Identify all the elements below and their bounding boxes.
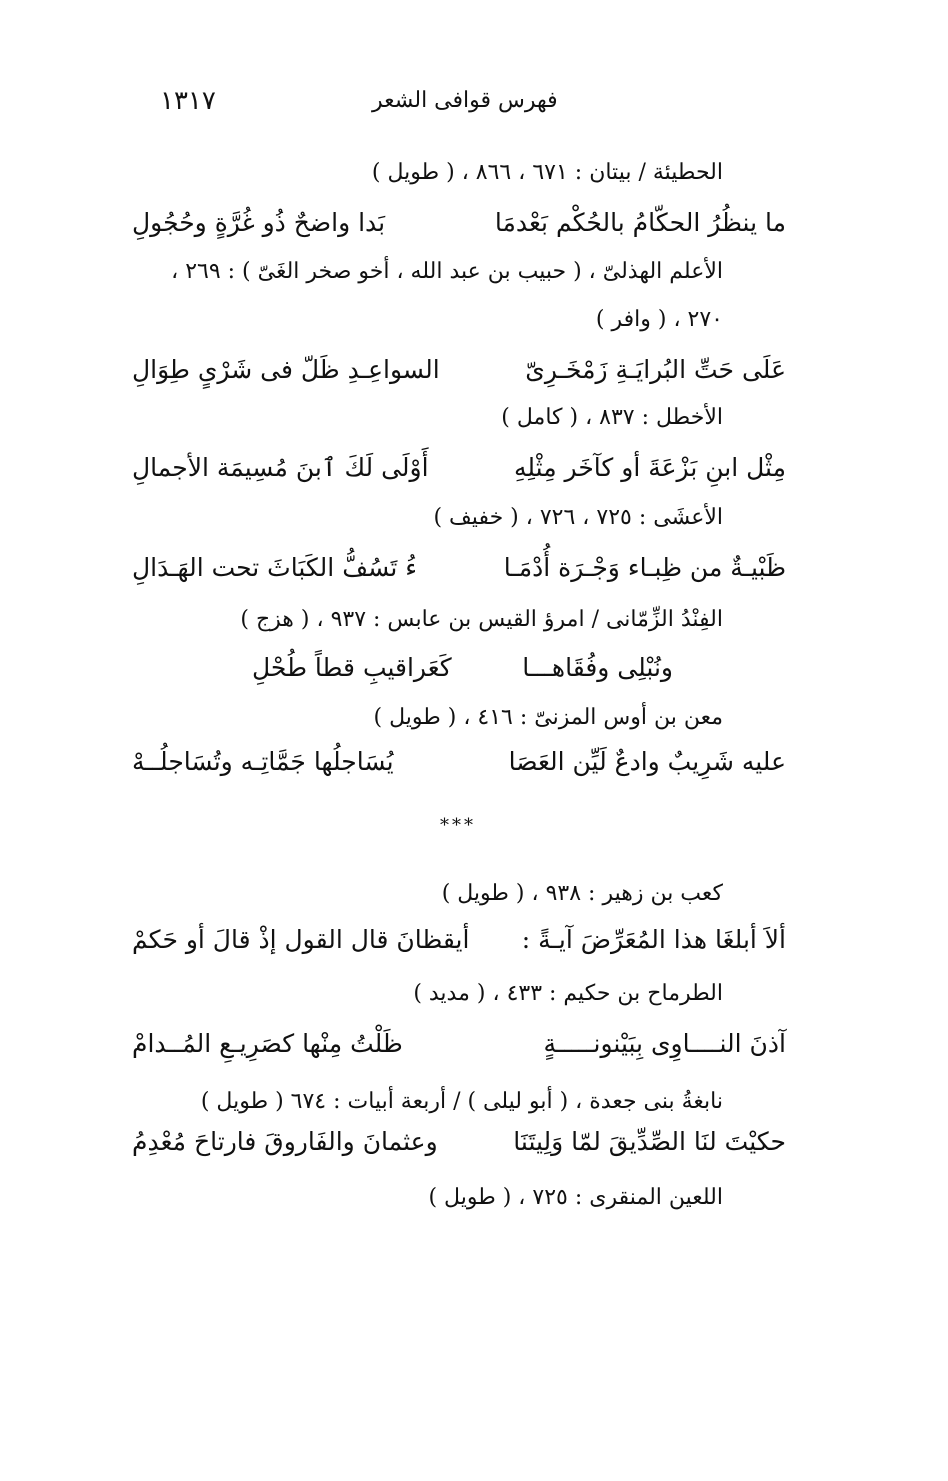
verse-hemistich-first: ألاَ أبلغَا هذا المُعَرِّضَ آيـةً : [521,925,786,954]
entry-reference-continued: ٢٧٠ ، ( وافر ) [595,307,723,332]
verse-line [132,448,786,488]
verse-hemistich-first: ونُبْلِى وفُقَاهـــا [522,653,673,682]
verse-line [132,742,786,782]
entry-reference: الأخطل : ٨٣٧ ، ( كامل ) [501,405,723,430]
verse-hemistich-first: آذنَ النــــاوِى بِبَيْنونـــــةٍ [543,1029,786,1058]
verse-line [132,548,786,588]
verse-hemistich-second: أيقظانَ قال القول إذْ قالَ أو حَكمْ [132,925,470,954]
verse-hemistich-first: عَلَى حَتِّ البُرايَـةِ زَمْخَـرِىّ [525,355,786,384]
verse-hemistich-second: وعثمانَ والفَاروقَ فارتاحَ مُعْدِمُ [132,1127,438,1156]
verse-hemistich-second: ظَلْتُ مِنْها كصَرِيـعِ المُــدامْ [132,1029,403,1058]
verse-hemistich-first: ظَبْيـةٌ من ظِبـاء وَجْـرَة أُدْمَـا [503,553,786,582]
verse-hemistich-first: ما ينظُرُ الحكّامُ بالحُكْم بَعْدمَا [494,208,786,237]
entry-reference: نابغةُ بنى جعدة ، ( أبو ليلى ) / أربعة أبيات : ٦٧٤ ( طويل ) [200,1089,723,1114]
verse-line [132,350,786,390]
verse-line [132,920,786,960]
verse-hemistich-first: حكيْتَ لنَا الصِّدِّيقَ لمّا وَلِيتَنَا [513,1127,786,1156]
section-separator: *** [440,815,476,836]
verse-line [132,1024,786,1064]
verse-line [252,648,673,688]
entry-reference: معن بن أوس المزنىّ : ٤١٦ ، ( طويل ) [373,705,723,730]
entry-reference: الحطيئة / بيتان : ٦٧١ ، ٨٦٦ ، ( طويل ) [371,160,723,185]
verse-hemistich-second: بَدا واضحٌ ذُو غُرَّةٍ وحُجُولِ [132,208,386,237]
verse-line [132,203,786,243]
verse-hemistich-first: عليه شَرِيبٌ وادعٌ لَيِّن العَصَا [508,747,786,776]
verse-hemistich-second: السواعِـدِ ظَلّ فى شَرْىٍ طِوَالِ [132,355,440,384]
verse-hemistich-second: أَوْلَى لَكَ ٱبنَ مُسِيمَة الأجمالِ [132,453,429,482]
page-number: ١٣١٧ [160,86,216,116]
entry-reference: كعب بن زهير : ٩٣٨ ، ( طويل ) [441,881,723,906]
entry-reference: اللعين المنقرى : ٧٢٥ ، ( طويل ) [428,1185,723,1210]
entry-reference: الأعشَى : ٧٢٥ ، ٧٢٦ ، ( خفيف ) [433,505,723,530]
entry-reference: الأعلم الهذلىّ ، ( حبيب بن عبد الله ، أخو صخر الغَىّ ) : ٢٦٩ ، [171,259,723,284]
verse-hemistich-second: ءُ تَسُفُّ الكَبَاثَ تحت الهَـدَالِ [132,553,418,582]
entry-reference: الطرماح بن حكيم : ٤٣٣ ، ( مديد ) [413,981,723,1006]
verse-hemistich-first: مِثْل ابنِ بَزْعَةَ أو كآخَر مِثْلِهِ [513,453,786,482]
verse-line [132,1122,786,1162]
verse-hemistich-second: كَعَراقيبِ قطاً طُحْلِ [252,653,452,682]
verse-hemistich-second: يُسَاجلُها جَمَّاتِـه وتُسَاجلُــهْ [132,747,394,776]
running-title: فهرس قوافى الشعر [372,88,558,113]
entry-reference: الفِنْدُ الزِّمّانى / امرؤ القيس بن عابس : ٩٣٧ ، ( هزج ) [240,607,723,632]
